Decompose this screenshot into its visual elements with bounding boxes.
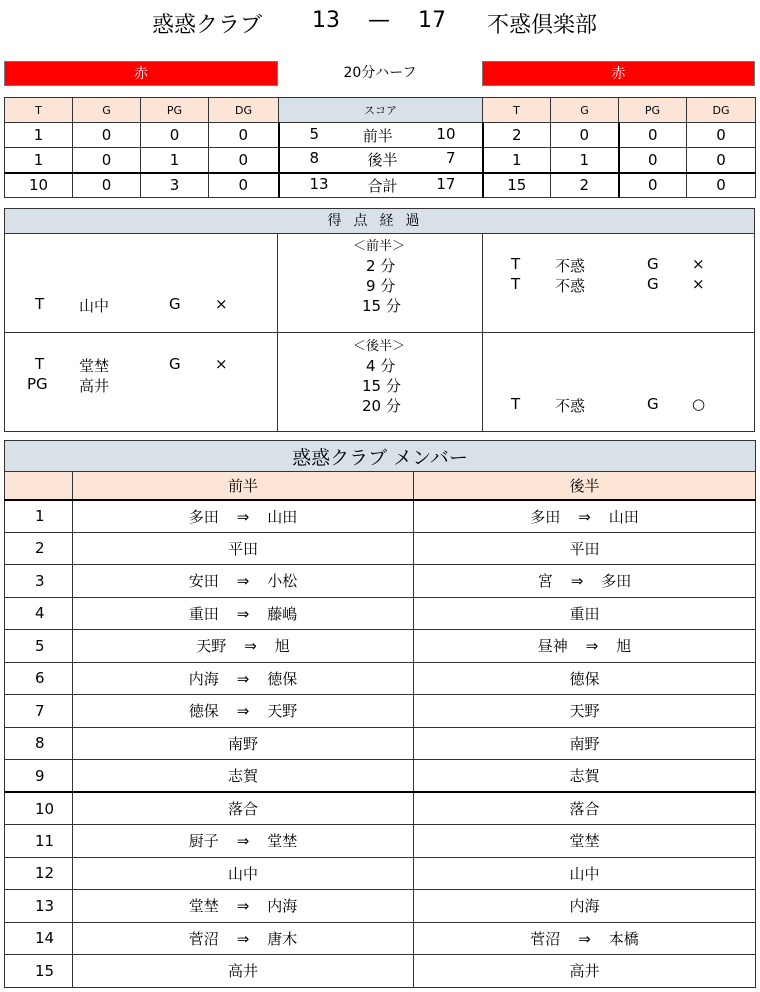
substitution-arrow: ⇒ xyxy=(236,832,250,851)
away-stat-cell: 0 xyxy=(687,123,756,148)
first-half-players xyxy=(73,857,414,890)
first-half-label: ＜前半＞ xyxy=(353,239,406,254)
stat-col-header: PG xyxy=(619,98,687,123)
away-stat-cell: 0 xyxy=(619,148,687,173)
second-half-players xyxy=(414,922,756,955)
player-name: 天野 xyxy=(196,637,227,656)
member-row xyxy=(5,662,756,695)
first-half-time: 9 分 xyxy=(366,277,396,295)
position-number: 3 xyxy=(5,565,73,598)
match-title xyxy=(0,8,760,42)
player-name: 志賀 xyxy=(227,767,258,785)
kick-result: ○ xyxy=(692,395,706,413)
player-name: 多田 xyxy=(601,572,632,591)
progress-title: 得点経過 xyxy=(5,209,754,234)
player-name: 天野 xyxy=(267,702,298,721)
second-half-time: 20 分 xyxy=(362,397,401,415)
home-stat-cell: 0 xyxy=(141,123,209,148)
player-name: 堂埜 xyxy=(569,832,600,851)
position-number: 7 xyxy=(5,695,73,728)
position-number: 10 xyxy=(5,792,73,825)
position-number: 1 xyxy=(5,500,73,533)
first-half-time: 15 分 xyxy=(362,297,401,315)
player-name: 旭 xyxy=(616,637,632,656)
player-name: 旭 xyxy=(274,637,290,656)
player-name: 山中 xyxy=(227,864,258,883)
member-row xyxy=(5,760,756,793)
score-col-header: スコア xyxy=(279,98,483,123)
kick-type: G xyxy=(169,355,181,373)
first-half-players xyxy=(73,500,414,533)
first-half-players xyxy=(73,922,414,955)
score-stats-table xyxy=(4,97,756,198)
home-stat-cell: 1 xyxy=(141,148,209,173)
substitution-arrow: ⇒ xyxy=(578,507,591,526)
position-number: 8 xyxy=(5,727,73,760)
substitution-arrow: ⇒ xyxy=(236,572,250,591)
position-number: 13 xyxy=(5,890,73,923)
player-name: 落合 xyxy=(569,800,600,818)
scorer-name: 不惑 xyxy=(555,257,586,275)
stat-col-header: G xyxy=(73,98,141,123)
first-half-players xyxy=(73,532,414,565)
score-dash: — xyxy=(368,8,390,33)
player-name: 志賀 xyxy=(569,767,600,785)
player-name: 堂埜 xyxy=(267,832,298,851)
home-team-name: 惑惑クラブ xyxy=(152,13,263,38)
home-color-bar: 赤 xyxy=(4,61,278,86)
away-stat-cell: 1 xyxy=(551,148,619,173)
stats-header-row xyxy=(5,98,756,123)
player-name: 高井 xyxy=(569,962,600,981)
second-half-players xyxy=(414,532,756,565)
player-name: 唐木 xyxy=(267,929,298,948)
player-name: 藤嶋 xyxy=(267,604,298,623)
player-name: 小松 xyxy=(267,572,298,591)
home-stat-cell: 0 xyxy=(73,173,141,198)
player-name: 天野 xyxy=(569,702,600,721)
away-stat-cell: 2 xyxy=(551,173,619,198)
score-type: T xyxy=(511,395,521,413)
substitution-arrow: ⇒ xyxy=(570,572,584,591)
kick-result: × xyxy=(692,275,705,293)
away-points: 17 xyxy=(436,174,456,193)
half-label: 後半 xyxy=(367,151,398,170)
second-half-players xyxy=(414,955,756,988)
member-row xyxy=(5,857,756,890)
first-half-players xyxy=(73,630,414,663)
kick-result: × xyxy=(215,295,228,313)
second-half-players xyxy=(414,565,756,598)
player-name: 厨子 xyxy=(188,832,219,851)
stat-col-header: G xyxy=(551,98,619,123)
player-name: 多田 xyxy=(188,507,219,526)
player-name: 高井 xyxy=(227,962,258,981)
first-half-players xyxy=(73,792,414,825)
position-number: 4 xyxy=(5,597,73,630)
first-half-players xyxy=(73,695,414,728)
substitution-arrow: ⇒ xyxy=(236,604,250,623)
member-row xyxy=(5,630,756,663)
home-points: 13 xyxy=(309,174,329,193)
score-cell xyxy=(279,123,483,148)
away-stat-cell: 0 xyxy=(619,123,687,148)
player-name: 菅沼 xyxy=(188,929,219,948)
home-stat-cell: 3 xyxy=(141,173,209,198)
home-stat-cell: 0 xyxy=(209,173,279,198)
scorer-name: 不惑 xyxy=(555,277,586,295)
home-points: 5 xyxy=(309,124,320,143)
player-name: 平田 xyxy=(227,539,258,558)
member-row xyxy=(5,825,756,858)
kick-result: × xyxy=(215,355,228,373)
score-cell xyxy=(279,148,483,173)
substitution-arrow: ⇒ xyxy=(236,929,250,948)
second-half-players xyxy=(414,792,756,825)
position-number: 6 xyxy=(5,662,73,695)
home-points: 8 xyxy=(309,149,320,168)
first-half-players xyxy=(73,727,414,760)
stat-col-header: T xyxy=(5,98,73,123)
away-stat-cell: 2 xyxy=(483,123,551,148)
home-stat-cell: 0 xyxy=(209,148,279,173)
first-half-players xyxy=(73,760,414,793)
member-row xyxy=(5,727,756,760)
scorer-name: 不惑 xyxy=(555,397,586,415)
first-half-col-header: 前半 xyxy=(73,472,414,500)
player-name: 徳保 xyxy=(569,669,600,688)
kick-type: G xyxy=(169,295,181,313)
second-half-players xyxy=(414,695,756,728)
stat-col-header: DG xyxy=(687,98,756,123)
player-name: 重田 xyxy=(569,604,600,623)
home-stat-cell: 0 xyxy=(73,148,141,173)
substitution-arrow: ⇒ xyxy=(244,637,257,656)
score-type: T xyxy=(511,275,521,293)
member-row xyxy=(5,532,756,565)
score-type: T xyxy=(511,255,521,273)
first-half-players xyxy=(73,955,414,988)
stat-col-header: DG xyxy=(209,98,279,123)
score-type: T xyxy=(35,295,45,313)
position-number: 5 xyxy=(5,630,73,663)
match-format: 20分ハーフ xyxy=(343,65,417,81)
stat-col-header: T xyxy=(483,98,551,123)
member-row xyxy=(5,565,756,598)
player-name: 安田 xyxy=(188,572,219,591)
position-number: 15 xyxy=(5,955,73,988)
player-name: 山中 xyxy=(569,864,600,883)
player-name: 山田 xyxy=(608,507,639,526)
away-stat-cell: 1 xyxy=(483,148,551,173)
score-type: PG xyxy=(27,375,48,393)
away-stat-cell: 15 xyxy=(483,173,551,198)
away-color-bar: 赤 xyxy=(482,61,755,86)
player-name: 本橋 xyxy=(608,929,639,948)
substitution-arrow: ⇒ xyxy=(236,507,250,526)
kick-result: × xyxy=(692,255,705,273)
member-row xyxy=(5,922,756,955)
away-stat-cell: 0 xyxy=(551,123,619,148)
player-name: 内海 xyxy=(188,669,219,688)
away-points: 7 xyxy=(445,149,456,168)
player-name: 堂埜 xyxy=(188,897,219,916)
position-number: 2 xyxy=(5,532,73,565)
second-half-label: ＜後半＞ xyxy=(353,339,406,354)
member-table-title-row xyxy=(5,441,756,472)
player-name: 徳保 xyxy=(188,702,219,721)
first-half-players xyxy=(73,597,414,630)
player-name: 南野 xyxy=(569,734,600,753)
kick-type: G xyxy=(647,275,659,293)
first-half-players xyxy=(73,825,414,858)
second-half-players xyxy=(414,500,756,533)
first-half-time: 2 分 xyxy=(366,257,396,275)
member-table-title: 惑惑クラブ メンバー xyxy=(5,441,756,472)
home-stat-cell: 10 xyxy=(5,173,73,198)
substitution-arrow: ⇒ xyxy=(578,929,591,948)
scoring-progress xyxy=(4,208,755,432)
substitution-arrow: ⇒ xyxy=(585,637,599,656)
member-row xyxy=(5,890,756,923)
member-row xyxy=(5,500,756,533)
away-team-name: 不惑倶楽部 xyxy=(487,13,598,38)
second-half-time: 4 分 xyxy=(366,357,396,375)
player-name: 内海 xyxy=(267,897,298,916)
stats-row xyxy=(5,148,756,173)
first-half-players xyxy=(73,565,414,598)
second-half-col-header: 後半 xyxy=(414,472,756,500)
second-half-time: 15 分 xyxy=(362,377,401,395)
member-table-header-row xyxy=(5,472,756,500)
home-score: 13 xyxy=(312,8,340,33)
player-name: 宮 xyxy=(537,572,553,591)
scorer-name: 高井 xyxy=(79,377,110,395)
home-stat-cell: 1 xyxy=(5,123,73,148)
player-name: 南野 xyxy=(227,734,258,753)
number-col-header xyxy=(5,472,73,500)
player-name: 徳保 xyxy=(267,669,298,688)
stat-col-header: PG xyxy=(141,98,209,123)
first-half-players xyxy=(73,662,414,695)
player-name: 多田 xyxy=(530,507,561,526)
second-half-players xyxy=(414,825,756,858)
substitution-arrow: ⇒ xyxy=(236,897,250,916)
away-stat-cell: 0 xyxy=(619,173,687,198)
scorer-name: 山中 xyxy=(79,297,110,315)
half-label: 前半 xyxy=(362,126,393,145)
player-name: 重田 xyxy=(188,604,219,623)
second-half-players xyxy=(414,597,756,630)
kick-type: G xyxy=(647,395,659,413)
position-number: 11 xyxy=(5,825,73,858)
member-row xyxy=(5,955,756,988)
player-name: 菅沼 xyxy=(530,929,561,948)
away-points: 10 xyxy=(436,124,456,143)
first-half-players xyxy=(73,890,414,923)
player-name: 落合 xyxy=(227,800,258,818)
position-number: 14 xyxy=(5,922,73,955)
second-half-players xyxy=(414,760,756,793)
player-name: 内海 xyxy=(569,897,600,916)
home-stat-cell: 0 xyxy=(209,123,279,148)
stats-row xyxy=(5,123,756,148)
second-half-players xyxy=(414,727,756,760)
score-cell xyxy=(279,173,483,198)
position-number: 12 xyxy=(5,857,73,890)
half-label: 合計 xyxy=(367,176,398,195)
member-row xyxy=(5,792,756,825)
member-row xyxy=(5,695,756,728)
away-stat-cell: 0 xyxy=(687,173,756,198)
player-name: 山田 xyxy=(267,507,298,526)
player-name: 平田 xyxy=(569,539,600,558)
substitution-arrow: ⇒ xyxy=(236,702,250,721)
member-row xyxy=(5,597,756,630)
score-type: T xyxy=(35,355,45,373)
home-stat-cell: 1 xyxy=(5,148,73,173)
position-number: 9 xyxy=(5,760,73,793)
second-half-players xyxy=(414,630,756,663)
player-name: 昼神 xyxy=(537,637,568,656)
scorer-name: 堂埜 xyxy=(79,357,110,375)
away-stat-cell: 0 xyxy=(687,148,756,173)
second-half-players xyxy=(414,890,756,923)
second-half-players xyxy=(414,857,756,890)
second-half-players xyxy=(414,662,756,695)
substitution-arrow: ⇒ xyxy=(236,669,250,688)
away-score: 17 xyxy=(418,8,446,33)
home-stat-cell: 0 xyxy=(73,123,141,148)
stats-row xyxy=(5,173,756,198)
member-table xyxy=(4,440,756,988)
kick-type: G xyxy=(647,255,659,273)
